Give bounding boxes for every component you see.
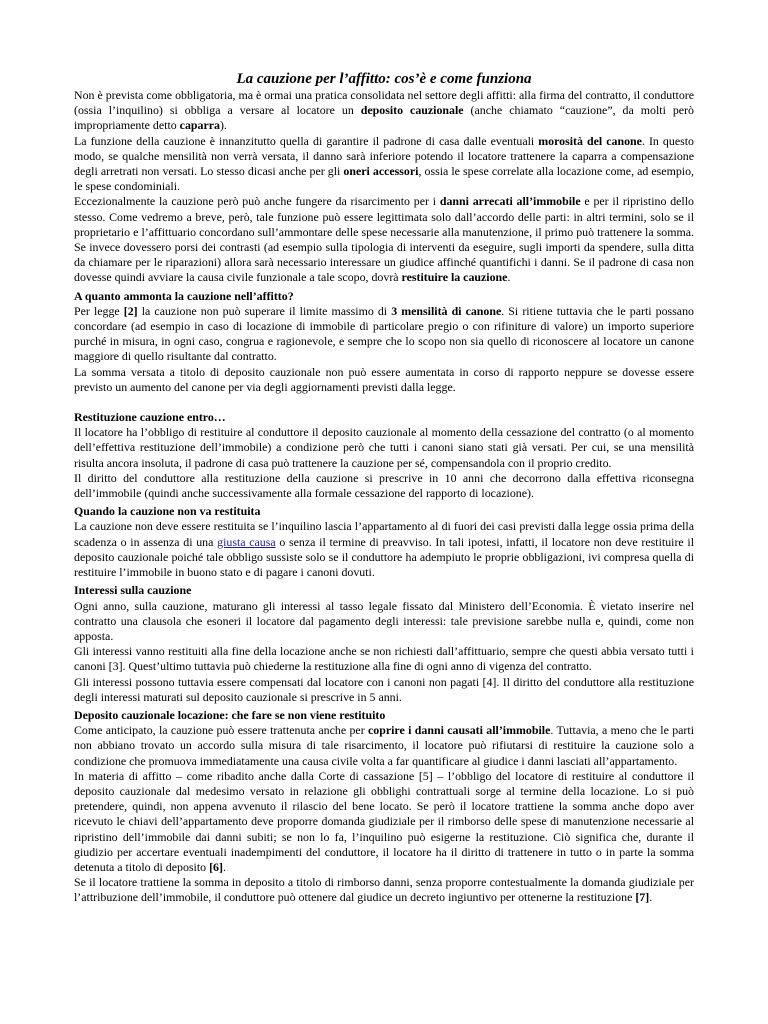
section2-paragraph-2: Il diritto del conduttore alla restituzione della cauzione si prescrive in 10 anni che decorrono dalla effettiva riconsegna dell’immobile (quindi anche successivamente alla formale cessazione del rapporto di locazione). — [74, 470, 694, 501]
text-span: . Si ritiene tuttavia che le parti possano concordare (ad esempio in caso di locazione di immobile di particolare pregio o con rifiniture di valore) un importo superiore purché in misura, in ogni caso, congrua e ragionevole, e sempre che lo scopo non sia quello di riconoscere al locatore un canone maggiore di quello risultante dal contratto. — [74, 303, 694, 364]
text-span: o senza il termine di preavviso. In tali ipotesi, infatti, il locatore non deve restituire il deposito cauzionale poiché tale obbligo sussiste solo se il conduttore ha adempiuto le proprie obbligazioni, ivi compresa quella di restituire l’immobile in buono stato e di pagare i canoni dovuti. — [74, 534, 695, 580]
section-heading-restituzione: Restituzione cauzione entro… — [74, 410, 226, 425]
text-span: . In questo modo, se qualche mensilità non verrà versata, il danno sarà inferiore potendo il locatore trattenere la caparra a compensazione degli arretrati non versati. Lo stesso dicasi anche per gli — [74, 133, 694, 179]
text-span: Eccezionalmente la cauzione però può anche fungere da risarcimento per i — [74, 194, 440, 209]
intro-paragraph-3 — [74, 194, 694, 285]
section4-paragraph-2: Gli interessi vanno restituiti alla fine della locazione anche se non richiesti dall’affittuario, sempre che questi abbia versato tutti i canoni [3]. Quest’ultimo tuttavia può chiederne la restituzione alla fine di ogni anno di vigenza del contratto. — [74, 644, 694, 674]
text-span: Come anticipato, la cauzione può essere trattenuta anche per — [74, 723, 369, 738]
bold-term: deposito cauzionale — [360, 103, 464, 118]
bold-term: restituire la cauzione — [401, 270, 508, 285]
bold-term: danni arrecati all’immobile — [439, 194, 581, 209]
text-span: In materia di affitto – come ribadito anche dalla Corte di cassazione [5] – l’obbligo del locatore di restituire al conduttore il deposito cauzionale dal medesimo versato in relazione gli obblighi contrattuali sorge al termine della locazione. Lo si può pretendere, quindi, non appena avvenuto il rilascio del bene locato. Se però il locatore trattiene la somma anche dopo aver ricevuto le chiavi dell’appartamento deve proporre domanda giudiziale per il rimborso delle spese di manutenzione necessarie al ripristino dell’immobile dai danni subiti; se non lo fa, l’inquilino può esigerne la restituzione. Ciò significa che, durante il giudizio per accertare eventuali inadempimenti del conduttore, il locatore ha il diritto di trattenere in tutto o in parte la somma detenuta a titolo di deposito — [74, 768, 694, 874]
text-span: ). — [219, 118, 227, 133]
text-span: La funzione della cauzione è innanzitutto quella di garantire il padrone di casa dalle eventuali — [74, 133, 539, 148]
bold-term: oneri accessori — [343, 164, 419, 179]
text-span: la cauzione non può superare il limite massimo di — [137, 303, 392, 318]
section2-paragraph-1: Il locatore ha l’obbligo di restituire al conduttore il deposito cauzionale al momento della cessazione del contratto (o al momento dell’effettiva restituzione dell’immobile) a condizione però che tutti i canoni siano stati già versati. Per cui, se una mensilità risulta ancora insoluta, il padrone di casa può trattenere la cauzione per sé, compensandola con il proprio credito. — [74, 425, 694, 470]
document-title: La cauzione per l’affitto: cos’è e come funziona — [236, 71, 532, 87]
giusta-causa-link[interactable]: giusta causa — [217, 534, 276, 549]
bold-term: coprire i danni causati all’immobile — [368, 723, 551, 738]
section-heading-ammontare: A quanto ammonta la cauzione nell’affitto? — [74, 288, 294, 303]
section1-paragraph-2: La somma versata a titolo di deposito cauzionale non può essere aumentata in corso di rapporto neppure se dovesse essere previsto un aumento del canone per via degli aggiornamenti previsti dalla legge. — [74, 364, 694, 394]
text-span: . — [222, 859, 226, 874]
intro-paragraph-1 — [74, 88, 694, 134]
text-span: . — [507, 270, 511, 285]
section5-paragraph-3 — [74, 875, 694, 905]
footnote-ref: [6] — [209, 859, 223, 874]
section-heading-non-restituita: Quando la cauzione non va restituita — [74, 504, 261, 519]
bold-term: caparra — [179, 118, 220, 133]
text-span: Se il locatore trattiene la somma in deposito a titolo di rimborso danni, senza proporre contestualmente la domanda giudiziale per l’attribuzione dell’immobile, il conduttore può ottenere dal giudice un decreto ingiuntivo per ottenerne la restituzione — [74, 875, 694, 905]
intro-paragraph-2 — [74, 134, 694, 195]
text-span: , ossia le spese correlate alla locazione come, ad esempio, le spese condominiali. — [74, 164, 694, 194]
text-span: La cauzione non deve essere restituita se l’inquilino lascia l’appartamento al di fuori dei casi previsti dalla legge ossia prima della scadenza o in assenza di una — [74, 519, 694, 549]
text-span: (anche chiamato “cauzione”, da molti però impropriamente detto — [74, 103, 694, 133]
section4-paragraph-3: Gli interessi possono tuttavia essere compensati dal locatore con i canoni non pagati [4]. Il diritto del conduttore alla restituzione degli interessi maturati sul deposito cauzionale si prescrive in 5 anni. — [74, 674, 694, 704]
footnote-ref: [7] — [635, 890, 650, 905]
section5-paragraph-1 — [74, 723, 694, 769]
section-heading-non-restituito: Deposito cauzionale locazione: che fare se non viene restituito — [74, 707, 386, 722]
text-span: . — [649, 890, 653, 905]
text-span: e per il ripristino dello stesso. Come vedremo a breve, però, tale funzione può essere legittimata solo dall’accordo delle parti: in altri termini, solo se il proprietario e l’affittuario concordano sull’ammontare delle spese necessarie alla manutenzione, il primo può trattenere la somma. Se invece dovessero porsi dei contrasti (ad esempio sulla tipologia di interventi da eseguire, sugli importi da spendere, sulla ditta da chiamare per le riparazioni) allora sarà necessario interessare un giudice affinché quantifichi i danni. Se il padrone di casa non dovesse quindi avviare la causa civile funzionale a tale scopo, dovrà — [74, 194, 694, 285]
bold-term: morosità del canone — [538, 133, 642, 148]
bold-term: 3 mensilità di canone — [391, 303, 502, 318]
section4-paragraph-1: Ogni anno, sulla cauzione, maturano gli interessi al tasso legale fissato dal Ministero dell’Economia. È vietato inserire nel contratto una clausola che esoneri il locatore dal pagamento degli interessi: tale previsione sarebbe nulla e, quindi, come non apposta. — [74, 598, 694, 643]
text-span: Non è prevista come obbligatoria, ma è ormai una pratica consolidata nel settore degli affitti: alla firma del contratto, il conduttore (ossia l’inquilino) si obbliga a versare al locatore un — [74, 88, 694, 118]
section-heading-interessi: Interessi sulla cauzione — [74, 583, 192, 598]
section5-paragraph-2 — [74, 769, 694, 875]
text-span: . Tuttavia, a meno che le parti non abbiano trovato un accordo sulla misura di tale risarcimento, il locatore può rifiutarsi di restituire la cauzione solo a condizione che promuova immediatamente una causa civile volta a far quantificare al giudice i danni lasciati all’appartamento. — [74, 723, 694, 768]
footnote-ref: [2] — [123, 303, 138, 318]
section1-paragraph-1 — [74, 304, 694, 365]
text-span: Per legge — [74, 303, 124, 318]
section3-paragraph-1 — [74, 519, 694, 580]
